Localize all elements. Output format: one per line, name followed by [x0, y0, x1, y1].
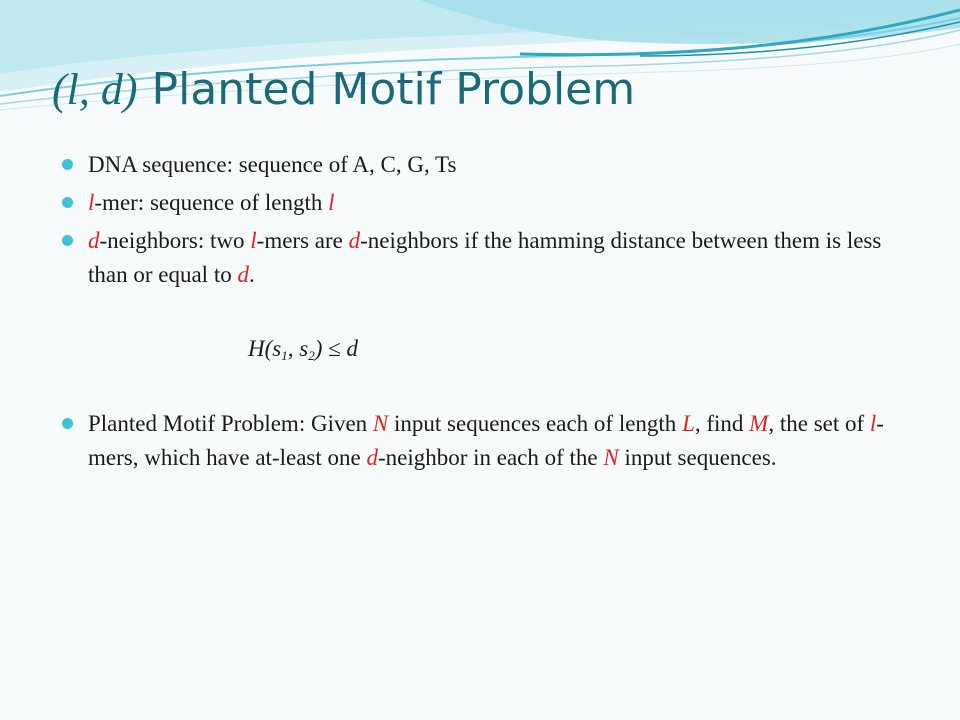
bullet-text: -neighbors: two: [99, 228, 251, 253]
variable-n: N: [603, 445, 619, 470]
bullet-text: DNA sequence: sequence of A, C, G, Ts: [88, 152, 457, 177]
variable-l: l: [869, 411, 877, 436]
bullet-text: -mers are: [256, 228, 349, 253]
variable-m: M: [749, 411, 769, 436]
bullet-text: input sequences each of length: [388, 411, 683, 436]
bullet-dot: [62, 197, 73, 208]
bullet-text: .: [248, 262, 255, 287]
formula-subscript: 1: [281, 348, 288, 363]
variable-d: d: [366, 445, 378, 470]
variable-l: l: [328, 190, 335, 215]
bullet-dot: [62, 235, 73, 246]
bullet-text: input sequences.: [618, 445, 777, 470]
bullet-text: Planted Motif Problem: Given: [88, 411, 373, 436]
formula-subscript: 2: [308, 348, 315, 363]
bullet-l-mer: [62, 186, 922, 220]
bullet-d-neighbors: [62, 224, 922, 292]
bullet-dot: [62, 159, 73, 170]
variable-d: d: [348, 228, 361, 253]
bullet-text: -neighbors if the hamming distance between them is less than or equal to: [88, 228, 882, 287]
variable-l: l: [88, 190, 95, 215]
bullet-text: , the set of: [768, 411, 870, 436]
variable-n: N: [372, 411, 389, 436]
title-math: (l, d): [52, 65, 138, 114]
formula-part: ) ≤ d: [314, 336, 358, 361]
hamming-formula: [248, 332, 922, 373]
bullet-text: -mer: sequence of length: [94, 190, 329, 215]
bullet-text: -neighbor in each of the: [377, 445, 604, 470]
variable-d: d: [237, 262, 249, 287]
variable-l: l: [250, 228, 257, 253]
bullet-planted-motif-problem: [62, 407, 922, 475]
bullet-text: -mers, which have at-least one: [88, 411, 884, 470]
slide-title: [52, 62, 635, 118]
title-text: Planted Motif Problem: [151, 64, 636, 115]
formula-part: H(s: [248, 336, 282, 361]
bullet-text: , find: [694, 411, 750, 436]
bullet-dna-sequence: [62, 148, 922, 182]
formula-part: , s: [287, 336, 309, 361]
bullet-dot: [62, 418, 73, 429]
bullet-list: [62, 148, 922, 479]
variable-l-upper: L: [682, 411, 695, 436]
variable-d: d: [88, 228, 100, 253]
